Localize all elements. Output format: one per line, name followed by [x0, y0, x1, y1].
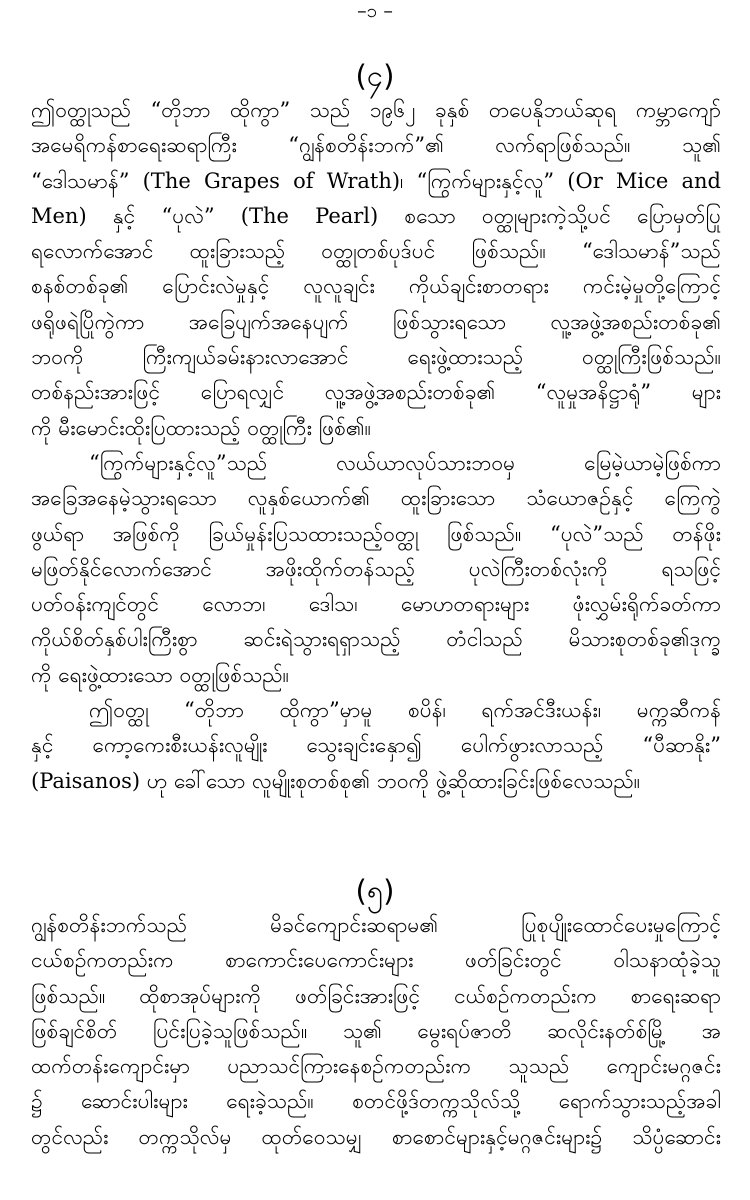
- paragraph-line: ဤ၀တ္ထုသည် “တိုဘာ ထိုကွာ” သည် ၁၉၆၂ ခုနှစ် ဝာပေနိုဘယ်ဆုရ ကမ္ဘာကျော်: [31, 98, 721, 122]
- paragraph-line: ဖြစ်သည်။ ထိုစာအုပ်များကို ဖတ်ခြင်းအားဖြင့် ငယ်စဉ်ကတည်းက စာရေးဆရာ: [31, 983, 721, 1008]
- paragraph-line: ဖရိုဖရဲပြိုကွဲကာ အခြေပျက်အနေပျက် ဖြစ်သွားရသော လူ့အဖွဲ့အစည်းတစ်ခု၏: [31, 309, 721, 334]
- paragraph-line: ကို ရေးဖွဲ့ထားသော ဝတ္ထုဖြစ်သည်။: [31, 662, 290, 687]
- section-body: [31, 908, 721, 1155]
- paragraph-line: အမေရိကန်စာရေးဆရာကြီး “ဂျွန်စတိန်းဘက်”၏ လက်ရာဖြစ်သည်။ သူ၏: [31, 133, 721, 158]
- paragraph-line: ထက်တန်းကျောင်းမှာ ပညာသင်ကြားနေစဉ်ကတည်းက သူသည် ကျောင်းမဂ္ဂဇင်း: [31, 1054, 721, 1079]
- paragraph-line: “ဒေါသမာန်” (The Grapes of Wrath)၊ “ကြွက်များနှင့်လူ” (Or Mice and: [31, 168, 721, 193]
- section-heading: (၄): [355, 59, 395, 93]
- paragraph-line: Men) နှင့် “ပုလဲ” (The Pearl) စသော ဝတ္ထုများကဲ့သို့ပင် ပြောမှတ်ပြု: [31, 203, 721, 228]
- paragraph-line: ၌ ဆောင်းပါးများ ရေးခဲ့သည်။ စတင်ဖို့ဒ်တက္ကသိုလ်သို့ ရောက်သွားသည့်အခါ: [31, 1089, 721, 1114]
- paragraph-line: ဘဝကို ကြီးကျယ်ခမ်းနားလာအောင် ရေးဖွဲ့ထားသည့် ဝတ္ထုကြီးဖြစ်သည်။: [31, 345, 721, 370]
- paragraph-line: ပတ်ဝန်းကျင်တွင် လောဘ၊ ဒေါသ၊ မောဟတရားများ ဖုံးလွှမ်းရိုက်ခတ်ကာ: [31, 592, 721, 617]
- paragraph-line: အခြေအနေမဲ့သွားရသော လူနှစ်ယောက်၏ ထူးခြားသော သံယောဇဉ်နှင့် ကြေကွဲ: [31, 486, 721, 511]
- paragraph-line: ငယ်စဉ်ကတည်းက စာကောင်းပေကောင်းများ ဖတ်ခြင်းတွင် ဝါသနာထုံခဲ့သူ: [31, 948, 721, 973]
- paragraph-line: တွင်လည်း တက္ကသိုလ်မှ ထုတ်ဝေသမျှ စာစောင်များနှင့်မဂ္ဂဇင်းများ၌ သိပ္ပံဆောင်း: [31, 1124, 721, 1149]
- paragraph-line: “ကြွက်များနှင့်လူ”သည် လယ်ယာလုပ်သားဘဝမှ မြေမဲ့ယာမဲ့ဖြစ်ကာ: [89, 450, 721, 475]
- paragraph-line: တစ်နည်းအားဖြင့် ပြောရလျှင် လူ့အဖွဲ့အစည်းတစ်ခု၏ “လူမှုအနိဋ္ဌာရုံ” များ: [31, 380, 721, 405]
- paragraph-line: ဤ၀တ္ထု “တိုဘာ ထိုကွာ”မှာမူ စပိန်၊ ရက်အင်ဒီးယန်း၊ မက္ကဆီကန်: [89, 698, 721, 723]
- page-number: –၁ –: [357, 0, 393, 22]
- paragraph-line: ဂျွန်စတိန်းဘက်သည် မိခင်ကျောင်းဆရာမ၏ ပြုစုပျိုးထောင်ပေးမှုကြောင့်: [31, 913, 721, 937]
- paragraph-line: ကိုယ်စိတ်နှစ်ပါးကြီးစွာ ဆင်းရဲသွားရရှာသည့် တံငါသည် မိသားစုတစ်ခု၏ဒုက္ခ: [31, 627, 721, 652]
- paragraph-line: နှင့် ကော့ကေးစီးယန်းလူမျိုး သွေးချင်းနှော၍ ပေါက်ဖွားလာသည့် “ပီဆာနိုး”: [31, 733, 721, 758]
- paragraph-line: မဖြတ်နိုင်လောက်အောင် အဖိုးထိုက်တန်သည့် ပုလဲကြီးတစ်လုံးကို ရသဖြင့်: [31, 556, 721, 581]
- paragraph-line: ရလောက်အောင် ထူးခြားသည့် ဝတ္ထုတစ်ပုဒ်ပင် ဖြစ်သည်။ “ဒေါသမာန်”သည်: [31, 239, 721, 264]
- paragraph-line: ဖွယ်ရာ အဖြစ်ကို ခြယ်မှုန်းပြသထားသည့်ဝတ္ထု ဖြစ်သည်။ “ပုလဲ”သည် တန်ဖိုး: [31, 521, 721, 546]
- paragraph-line: ဖြစ်ချင်စိတ် ပြင်းပြခဲ့သူဖြစ်သည်။ သူ၏ မွေးရပ်ဇာတိ ဆလိုင်းနတ်စ်မြို့ အ: [31, 1018, 721, 1043]
- paragraph-line: ကို မီးမောင်းထိုးပြထားသည့် ဝတ္ထုကြီး ဖြစ်၏။: [31, 415, 371, 440]
- section-body: [31, 93, 721, 799]
- paragraph-line: (Paisanos) ဟု ခေါ်သော လူမျိုးစုတစ်စု၏ ဘဝကို ဖွဲ့ဆိုထားခြင်းဖြစ်လေသည်။: [31, 768, 641, 793]
- section-heading: (၅): [355, 874, 395, 908]
- paragraph-line: စနစ်တစ်ခု၏ ပြောင်းလဲမှုနှင့် လူလူချင်း ကိုယ်ချင်းစာတရား ကင်းမဲ့မှုတို့ကြောင့်: [31, 274, 721, 299]
